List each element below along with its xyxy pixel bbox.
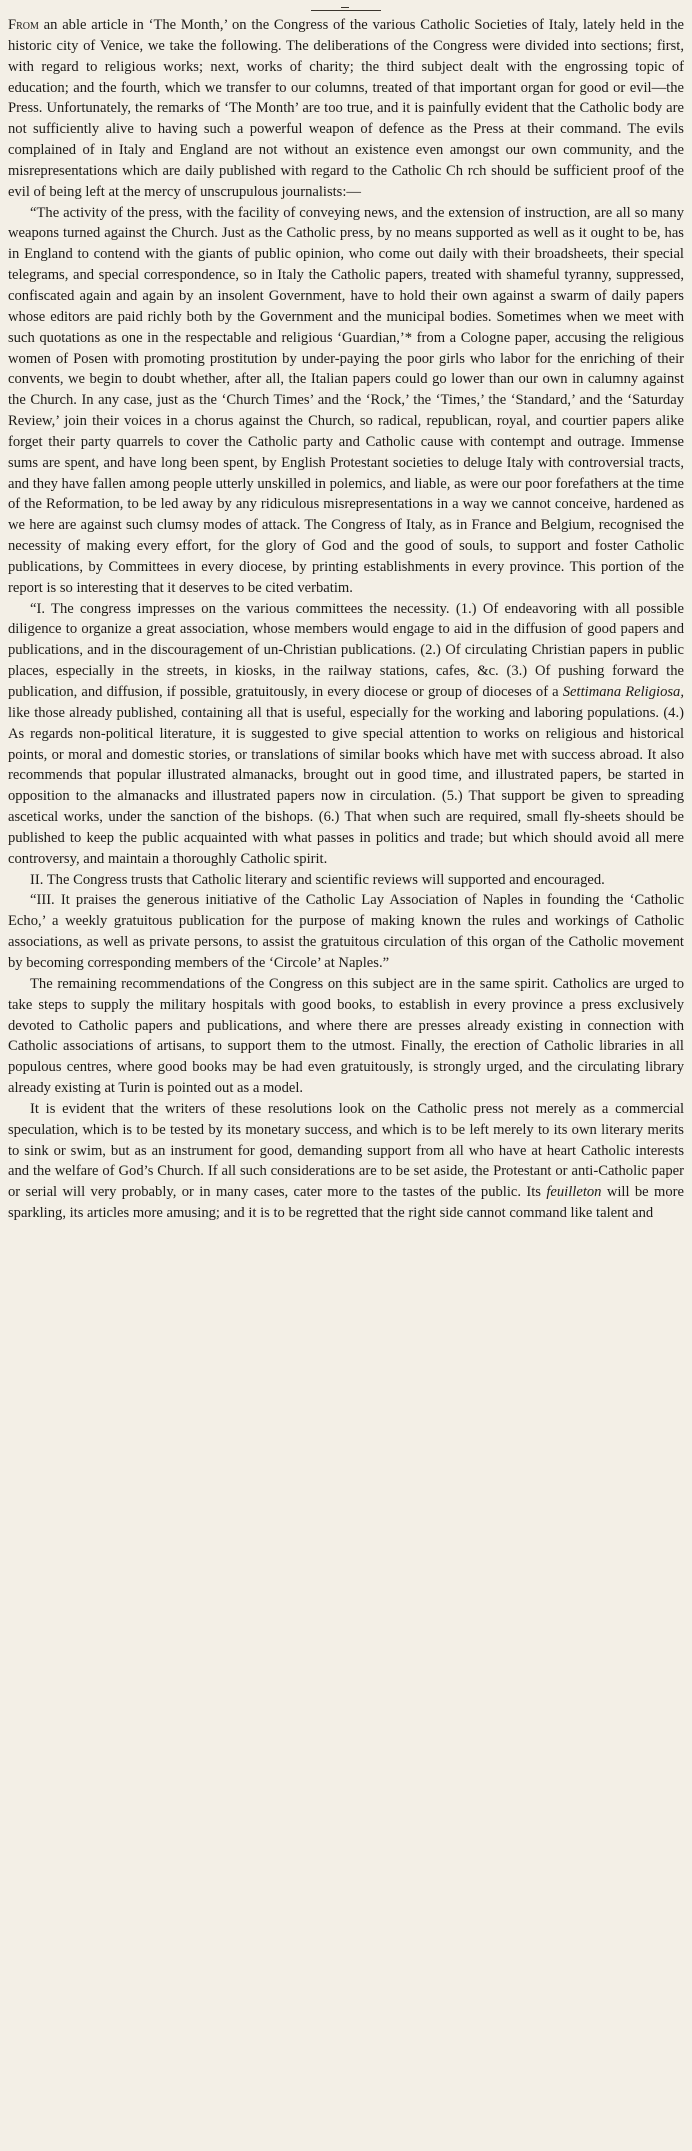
article-body xyxy=(8,15,684,1224)
resolution-one-text-a: “I. The congress impresses on the various committees the necessity. (1.) Of endeavoring with all possible diligence to organize a great association, whose members would engage to aid in the diffusion of good papers and publications, and in the discouragement of un-Christian publications. (2.) Of circulating Christian papers in public places, especially in the streets, in kiosks, in the railway stations, cafes, &c. (3.) Of pushing forward the publication, and diffusion, if possible, gratuitously, in every diocese or group of dioceses of a xyxy=(8,600,684,700)
paragraph-resolution-two: II. The Congress trusts that Catholic literary and scientific reviews will supported and encouraged. xyxy=(30,871,605,888)
paragraph-remaining-recommendations: The remaining recommendations of the Congress on this subject are in the same spirit. Catholics are urged to take steps to supply the military hospitals with good books, to establish in every province a press exclusively devoted to Catholic papers and publications, and where there are presses already existing in connection with Catholic associations of artisans, to support them to the utmost. Finally, the erection of Catholic libraries in all populous centres, where good books may be had even gratuitously, is strongly urged, and the circulating library already existing at Turin is pointed out as a model. xyxy=(8,975,684,1097)
conclusion-text-b: will be more sparkling, its articles more amusing; and it is to be regretted that the right side cannot command like talent and xyxy=(8,1184,684,1222)
intro-text: an able article in ‘The Month,’ on the Congress of the various Catholic Societies of Italy, lately held in the historic city of Venice, we take the following. The deliberations of the Congress were divided into sections; first, with regard to religious works; next, works of charity; the third subject dealt with the engrossing topic of education; and the fourth, which we transfer to our columns, treated of that important organ for good or evil—the Press. Unfortunately, the remarks of ‘The Month’ are too true, and it is painfully evident that the Catholic body are not sufficiently alive to having such a powerful weapon of defence as the Press at their command. The evils complained of in Italy and England are not without an existence even amongst our own community, and the misrepresentations which are daily published with regard to the Catholic Ch rch should be sufficient proof of the evil of being left at the mercy of unscrupulous journalists:— xyxy=(8,17,684,200)
paragraph-intro xyxy=(8,15,684,203)
resolution-one-text-b: like those already published, containing all that is useful, especially for the working and laboring populations. (4.) As regards non-political literature, it is suggested to give special attention to works on religious and historical points, or moral and domestic stories, or translations of similar books which have met with success abroad. It also recommends that popular illustrated almanacks, brought out in good time, and illustrated papers, be started in opposition to the almanacks and illustrated papers now in circulation. (5.) That support be given to spreading ascetical works, under the sanction of the bishops. (6.) That when such are required, small fly-sheets should be published to keep the public acquainted with what passes in politics and trade; but which should avoid all mere controversy, and maintain a thoroughly Catholic spirit. xyxy=(8,704,684,867)
conclusion-text-a: It is evident that the writers of these resolutions look on the Catholic press not merely as a commercial speculation, which is to be tested by its monetary success, and which is to be left merely to its own literary merits to sink or swim, but as an instrument for good, demanding support from all who have at heart Catholic interests and the welfare of God’s Church. If all such considerations are to be set aside, the Protestant or anti-Catholic paper or serial will very probably, or in many cases, cater more to the tastes of the public. Its xyxy=(8,1100,684,1201)
lead-word: From xyxy=(8,17,39,33)
paragraph-press-activity: “The activity of the press, with the facility of conveying news, and the extension of instruction, are all so many weapons turned against the Church. Just as the Catholic press, by no means supported as well as it ought to be, has in England to contend with the giants of public opinion, who come out daily with their broadsheets, their special telegrams, and special correspondence, so in Italy the Catholic papers, treated with shameful tyranny, suppressed, confiscated again and again by an insolent Government, have to hold their own against a swarm of daily papers whose editors are paid richly both by the Government and the municipal bodies. Sometimes when we meet with such quotations as one in the respectable and religious ‘Guardian,’* from a Cologne paper, accusing the religious women of Posen with promoting prostitution by under-paying the poor girls who labor for the enriching of their convents, we begin to doubt whether, after all, the Italian papers could go lower than our own in calumny against the Church. In any case, just as the ‘Church Times’ and the ‘Rock,’ the ‘Times,’ the ‘Standard,’ and the ‘Saturday Review,’ join their voices in a chorus against the Church, so radical, republican, royal, and courtier papers alike forget their party quarrels to cover the Catholic party and Catholic cause with contempt and outrage. Immense sums are spent, and have long been spent, by English Protestant societies to deluge Italy with controversial tracts, and they have fallen among people utterly unskilled in polemics, and liable, as were our poor forefathers at the time of the Reformation, to be led away by any ridiculous misrepresentations in a way we cannot conceive, hardened as we here are against such clumsy modes of attack. The Congress of Italy, as in France and Belgium, recognised the necessity of making every effort, for the glory of God and the good of souls, to support and foster Catholic publications, by Committees in every diocese, by printing establishments in every province. This portion of the report is so interesting that it deserves to be cited verbatim. xyxy=(8,204,684,596)
publication-title-settimana: Settimana Religiosa, xyxy=(562,684,684,700)
paragraph-resolution-one xyxy=(8,599,684,870)
term-feuilleton: feuilleton xyxy=(546,1184,602,1201)
header-rule xyxy=(311,10,381,11)
paragraph-conclusion xyxy=(8,1099,684,1224)
paragraph-resolution-three: “III. It praises the generous initiative of the Catholic Lay Association of Naples in founding the ‘Catholic Echo,’ a weekly gratuitous publication for the purpose of making known the rules and workings of Catholic associations, as well as private persons, to assist the gratuitous circulation of this organ of the Catholic movement by becoming corresponding members of the ‘Circole’ at Naples.” xyxy=(8,892,684,971)
